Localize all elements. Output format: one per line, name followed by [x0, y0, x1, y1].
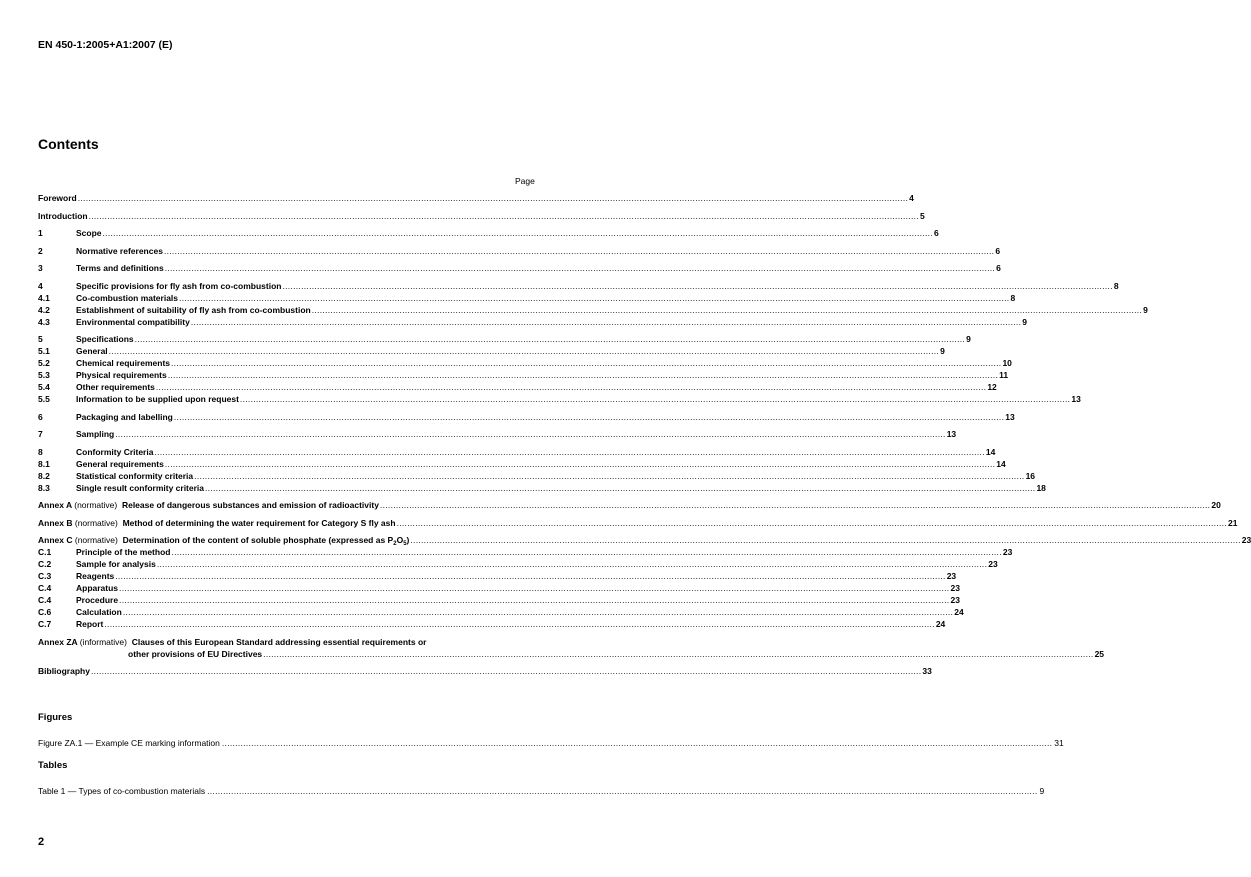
- table-of-contents: [38, 192, 1251, 677]
- toc-entry-foreword[interactable]: Foreword ..... 4: [38, 192, 545, 204]
- toc-entry-5-2[interactable]: 5.2 Chemical requirements ..... 10: [38, 357, 545, 369]
- toc-entry-5[interactable]: 5 Specifications ..... 9: [38, 333, 545, 345]
- table-list-item[interactable]: Table 1 — Types of co-combustion materials ..... 9: [38, 786, 545, 796]
- page-column-label: Page: [515, 176, 535, 186]
- toc-entry-annex-c[interactable]: Annex C (normative) Determination of the content of soluble phosphate (expressed as $P_2O_5$) ..... 23: [38, 534, 545, 546]
- toc-entry-3[interactable]: 3 Terms and definitions ..... 6: [38, 262, 545, 274]
- toc-entry-8-1[interactable]: 8.1 General requirements ..... 14: [38, 458, 545, 470]
- toc-entry-annex-za-line2[interactable]: other provisions of EU Directives ..... 25: [38, 648, 545, 660]
- figure-list-item[interactable]: Figure ZA.1 — Example CE marking information ..... 31: [38, 738, 545, 748]
- toc-entry-8-2[interactable]: 8.2 Statistical conformity criteria ..... 16: [38, 470, 545, 482]
- toc-entry-c-7[interactable]: C.7 Report ..... 24: [38, 618, 545, 630]
- toc-entry-annex-a[interactable]: Annex A (normative) Release of dangerous substances and emission of radioactivity ..... 20: [38, 499, 545, 511]
- toc-entry-5-3[interactable]: 5.3 Physical requirements ..... 11: [38, 369, 545, 381]
- toc-entry-1[interactable]: 1 Scope ..... 6: [38, 227, 545, 239]
- figures-heading: Figures: [38, 712, 73, 723]
- toc-entry-bibliography[interactable]: Bibliography ..... 33: [38, 665, 545, 677]
- toc-entry-c-4-procedure[interactable]: C.4 Procedure ..... 23: [38, 594, 545, 606]
- toc-entry-c-2[interactable]: C.2 Sample for analysis ..... 23: [38, 558, 545, 570]
- toc-entry-4-3[interactable]: 4.3 Environmental compatibility ..... 9: [38, 316, 545, 328]
- toc-entry-c-4-apparatus[interactable]: C.4 Apparatus ..... 23: [38, 582, 545, 594]
- toc-entry-7[interactable]: 7 Sampling ..... 13: [38, 428, 545, 440]
- toc-entry-annex-b[interactable]: Annex B (normative) Method of determining the water requirement for Category S fly ash ..... 21: [38, 517, 545, 529]
- toc-entry-introduction[interactable]: Introduction ..... 5: [38, 210, 545, 222]
- toc-entry-8[interactable]: 8 Conformity Criteria ..... 14: [38, 446, 545, 458]
- toc-entry-4[interactable]: 4 Specific provisions for fly ash from co-combustion ..... 8: [38, 280, 545, 292]
- toc-entry-c-3[interactable]: C.3 Reagents ..... 23: [38, 570, 545, 582]
- page-title: Contents: [38, 136, 99, 152]
- document-id-header: EN 450-1:2005+A1:2007 (E): [38, 39, 173, 51]
- toc-entry-8-3[interactable]: 8.3 Single result conformity criteria ..... 18: [38, 482, 545, 494]
- toc-entry-4-1[interactable]: 4.1 Co-combustion materials ..... 8: [38, 292, 545, 304]
- toc-entry-5-1[interactable]: 5.1 General ..... 9: [38, 345, 545, 357]
- toc-entry-4-2[interactable]: 4.2 Establishment of suitability of fly ash from co-combustion ..... 9: [38, 304, 545, 316]
- toc-entry-5-5[interactable]: 5.5 Information to be supplied upon request ..... 13: [38, 393, 545, 405]
- toc-entry-2[interactable]: 2 Normative references ..... 6: [38, 245, 545, 257]
- toc-entry-c-1[interactable]: C.1 Principle of the method ..... 23: [38, 546, 545, 558]
- page-number: 2: [38, 836, 45, 848]
- toc-entry-6[interactable]: 6 Packaging and labelling ..... 13: [38, 411, 545, 423]
- tables-heading: Tables: [38, 760, 68, 771]
- toc-entry-c-6[interactable]: C.6 Calculation ..... 24: [38, 606, 545, 618]
- toc-entry-annex-za-line1[interactable]: Annex ZA (informative) Clauses of this European Standard addressing essential requirements or: [38, 636, 427, 647]
- toc-entry-5-4[interactable]: 5.4 Other requirements ..... 12: [38, 381, 545, 393]
